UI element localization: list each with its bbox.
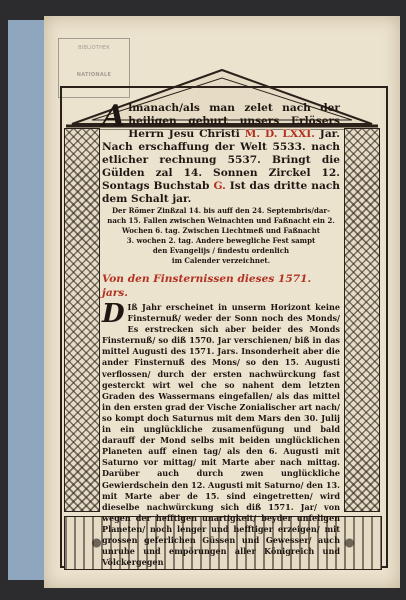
info-line: Wochen 6. tag. Zwischen Liechtmeß und Faßnacht xyxy=(121,226,321,235)
section-heading: Von den Finsternissen dieses 1571. jars. xyxy=(102,273,312,299)
stamp-label-2: NATIONALE xyxy=(76,72,112,78)
eclipse-paragraph xyxy=(102,299,340,568)
info-line: Der Römer Zinßzal 14. bis auff den 24. Septembris/dar- xyxy=(111,206,330,215)
title-year: M. D. LXXI. xyxy=(244,128,315,140)
title-text-2: Jar. Nach erschaffung der Welt 5533. nach etlicher rechnung 5537. Bringt die Gülden zal 14. Sonnen Zirckel 12. Sontags Buchstab xyxy=(102,128,340,192)
paragraph-text: Iß Jahr erscheinet in unserm Horizont keine Finsternuß/ weder der Sonn noch des Monds/ Es erstrecken sich aber beider des Monds Finsternuß/ so diß 1570. Jar verschienen/ biß in das mittel Augusti des 1571. Jars. Insonderheit aber die ander Finsternuß des Mons/ so den 15. Augusti verflossen/ durch der ersten nachwürckung fast gesterckt wirt wel che so nahent dem letzten Graden des Wassermans eingefallen/ als das mittel in den ersten grad der Vische Zonialischer art nach/ so kompt doch Saturnus mit dem Mars den 30. Julij in ein unglückliche zusamenfügung und bald darauff der Mond selbs mit beiden unglücklichen Planeten auff einen tag/ als den 6. Augusti mit Saturno vor mittag/ mit Marte aber nach mittag. Darüber auch durch zwen unglückliche Gewierdschein den 12. Augusti mit Saturno/ den 13. mit Marte aber de 15. sind eingetretten/ wird dieselbe nachwürckung sich diß 1571. Jar/ von wegen der hefftigen unartigkeit/ beyder unfeligen Planeten/ noch lenger und hefftiger erzeigen/ mit grossen geferlichen Güssen und Gewesser/ auch unruhe und empörungen aller Königreich und Völckergegen xyxy=(102,302,340,568)
almanac-title xyxy=(102,99,340,206)
title-initial: A xyxy=(102,99,126,134)
text-block xyxy=(102,99,340,568)
book-page xyxy=(44,16,400,588)
info-line: 3. wochen 2. tag. Andere bewegliche Fest sampt xyxy=(126,236,316,245)
info-line: nach 15. Fallen zwischen Weinachten und Faßnacht ein 2. xyxy=(107,216,335,225)
title-text-3: Ist das dritte nach dem Schalt jar. xyxy=(102,180,340,205)
info-line: im Calender verzeichnet. xyxy=(171,256,271,265)
sunday-letter: G. xyxy=(213,180,226,192)
paragraph-initial: D xyxy=(102,299,125,329)
left-ornamental-pillar xyxy=(64,128,100,512)
info-line: den Evangelijs / findestu ordenlich xyxy=(152,246,290,255)
right-ornamental-pillar xyxy=(344,128,380,512)
stamp-label: BIBLIOTHEK xyxy=(78,45,110,51)
title-text: lmanach/als man zelet nach der heiligen geburt unsers Erlösers Herrn Jesu Christi xyxy=(128,102,340,140)
